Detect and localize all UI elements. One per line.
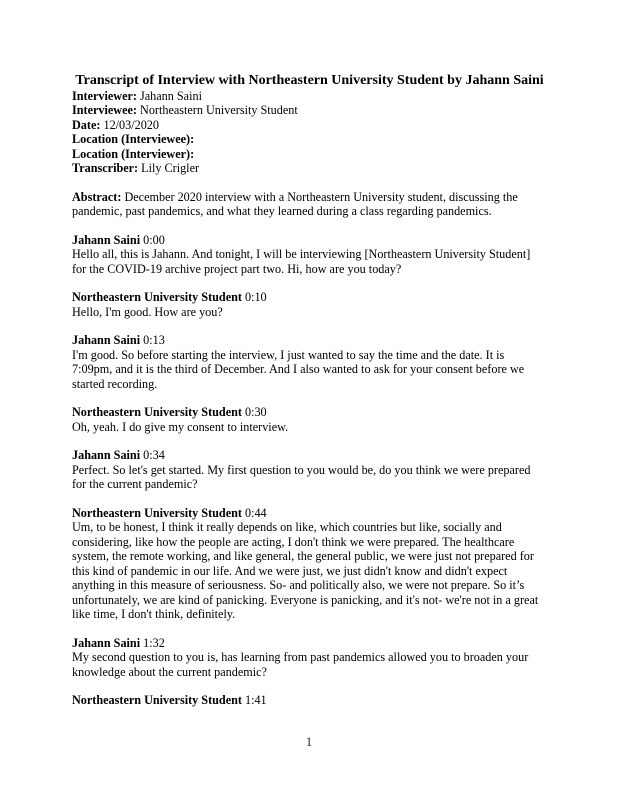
entry-header bbox=[72, 405, 547, 420]
meta-item bbox=[72, 103, 547, 118]
entry-text: Hello, I'm good. How are you? bbox=[72, 304, 223, 319]
meta-item-value: Northeastern University Student bbox=[140, 103, 298, 117]
meta-item-value: Jahann Saini bbox=[140, 88, 202, 103]
entry-text: I'm good. So before starting the interview, I just wanted to say the time and the date. It is 7:09pm, and it is the third of December. And I also wanted to ask for your consent before we started recording. bbox=[72, 347, 525, 391]
meta-item-label: Interviewer: bbox=[72, 88, 137, 103]
transcript-entry bbox=[72, 405, 547, 434]
meta-item bbox=[72, 161, 547, 176]
transcript-entry bbox=[72, 636, 547, 680]
transcript-entry bbox=[72, 290, 547, 319]
entry-header bbox=[72, 233, 547, 248]
entry-header bbox=[72, 448, 547, 463]
timestamp: 0:30 bbox=[244, 405, 267, 419]
speaker-name: Northeastern University Student bbox=[72, 505, 242, 520]
timestamp: 1:41 bbox=[244, 693, 267, 707]
entry-text: Oh, yeah. I do give my consent to interview. bbox=[72, 419, 289, 434]
entry-header bbox=[72, 290, 547, 305]
speaker-name: Northeastern University Student bbox=[72, 693, 242, 707]
transcript-entry bbox=[72, 333, 547, 391]
timestamp: 1:32 bbox=[143, 635, 165, 650]
entry-text: Um, to be honest, I think it really depends on like, which countries but like, socially and considering, like how the people are acting, I don't think we were prepared. The healthcare system, the remote working, and like general, the general public, we were just not prepared for this kind of pandemic in our life. And we were just, we just didn't know and didn't expect anything in this measure of seriousness. So- and politically also, we were not prepare. So it’s unfortunately, we are kind of panicking. Everyone is panicking, and it's not- we're not in a great like time, I don't think, definitely. bbox=[72, 520, 539, 621]
abstract-label: Abstract: bbox=[72, 189, 122, 204]
entry-header bbox=[72, 636, 547, 651]
meta-item-label: Transcriber: bbox=[72, 161, 139, 175]
transcript-entry bbox=[72, 693, 547, 708]
speaker-name: Northeastern University Student bbox=[72, 290, 242, 304]
speaker-name: Jahann Saini bbox=[72, 448, 141, 462]
meta-item-label: Location (Interviewee): bbox=[72, 132, 195, 146]
meta-item bbox=[72, 147, 547, 162]
entry-header bbox=[72, 693, 547, 708]
abstract-text: December 2020 interview with a Northeastern University student, discussing the pandemic, past pandemics, and what they learned during a class regarding pandemics. bbox=[72, 189, 518, 218]
meta-item-value: 12/03/2020 bbox=[103, 117, 159, 132]
speaker-name: Jahann Saini bbox=[72, 635, 141, 650]
timestamp: 0:34 bbox=[143, 448, 165, 462]
document-content bbox=[72, 73, 547, 708]
transcript-entry bbox=[72, 448, 547, 492]
meta-list bbox=[72, 89, 547, 176]
entry-header bbox=[72, 506, 547, 521]
entry-text: Perfect. So let's get started. My first question to you would be, do you think we were prepared for the current pandemic? bbox=[72, 462, 531, 491]
timestamp: 0:00 bbox=[143, 232, 165, 247]
document-title: Transcript of Interview with Northeastern University Student by Jahann Saini bbox=[75, 73, 544, 88]
meta-item-label: Date: bbox=[72, 117, 101, 132]
meta-item bbox=[72, 89, 547, 104]
entry-header bbox=[72, 333, 547, 348]
abstract-paragraph bbox=[72, 190, 547, 219]
meta-item bbox=[72, 132, 547, 147]
transcript-entry bbox=[72, 233, 547, 277]
timestamp: 0:10 bbox=[244, 290, 267, 304]
meta-item bbox=[72, 118, 547, 133]
meta-item-value: Lily Crigler bbox=[141, 161, 200, 175]
meta-item-label: Interviewee: bbox=[72, 103, 137, 117]
entry-text: My second question to you is, has learning from past pandemics allowed you to broaden your knowledge about the current pandemic? bbox=[72, 650, 529, 679]
transcript-entry bbox=[72, 506, 547, 622]
speaker-name: Jahann Saini bbox=[72, 333, 141, 347]
speaker-name: Jahann Saini bbox=[72, 232, 141, 247]
entry-text: Hello all, this is Jahann. And tonight, I will be interviewing [Northeastern University Student] for the COVID-19 archive project part two. Hi, how are you today? bbox=[72, 247, 531, 276]
transcript-section bbox=[72, 233, 547, 708]
timestamp: 0:44 bbox=[244, 505, 267, 520]
page-number: 1 bbox=[305, 735, 313, 749]
timestamp: 0:13 bbox=[143, 333, 165, 347]
meta-item-label: Location (Interviewer): bbox=[72, 146, 195, 161]
speaker-name: Northeastern University Student bbox=[72, 405, 242, 419]
